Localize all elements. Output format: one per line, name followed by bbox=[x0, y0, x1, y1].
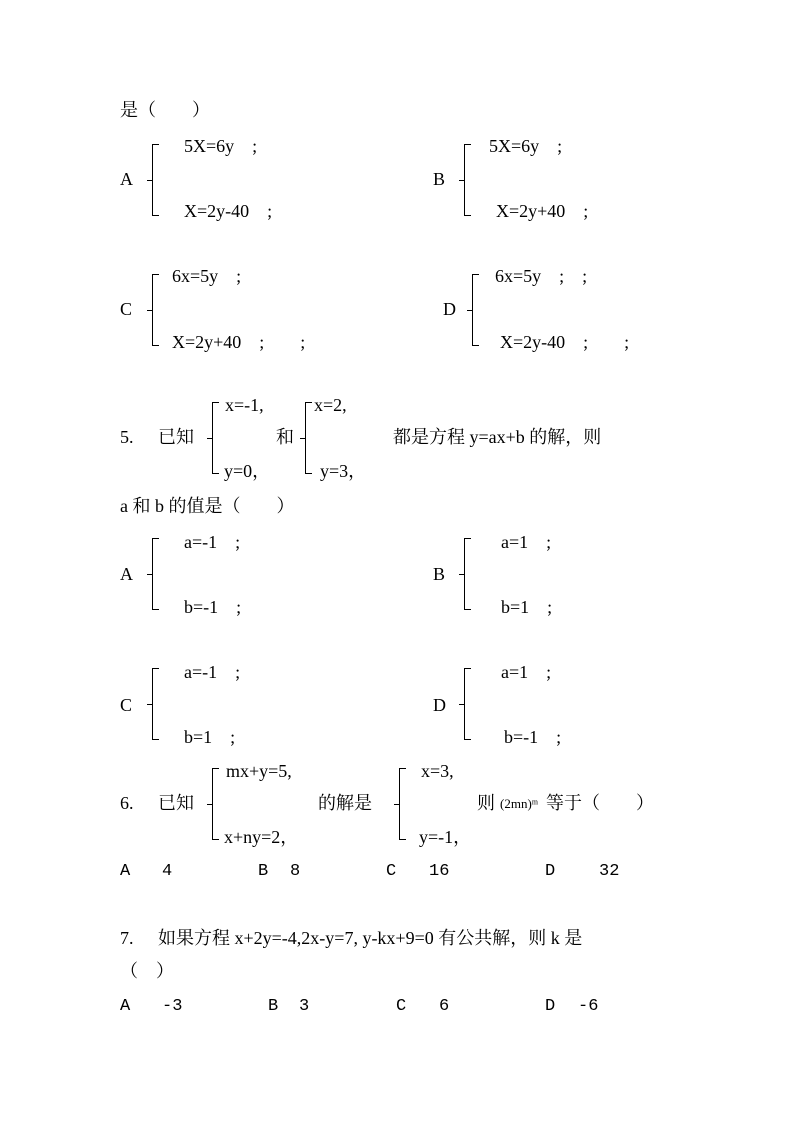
q5-system1-eq1: x=-1, bbox=[225, 395, 264, 415]
q4-option-c-brace bbox=[152, 274, 159, 346]
q7-option-b-label[interactable]: B bbox=[268, 997, 279, 1016]
q6-expression: (2mn)ᵐ bbox=[500, 796, 539, 811]
q5-option-a-eq1: a=-1 ; bbox=[184, 532, 241, 552]
q5-system2-brace bbox=[305, 402, 312, 474]
q5-option-c-eq2: b=1 ; bbox=[184, 727, 236, 747]
q5-system1-brace bbox=[212, 402, 219, 474]
q5-option-d-label[interactable]: D bbox=[433, 695, 446, 715]
q4-option-c-eq1: 6x=5y ; bbox=[172, 266, 242, 286]
q6-then: 则 bbox=[477, 793, 495, 813]
q4-option-a-eq1: 5X=6y ; bbox=[184, 136, 258, 156]
q6-option-c-label[interactable]: C bbox=[386, 862, 397, 881]
q5-option-d-brace bbox=[464, 668, 471, 740]
q6-number: 6. bbox=[120, 793, 134, 813]
q5-option-c-brace bbox=[152, 668, 159, 740]
q4-option-b-brace bbox=[464, 144, 471, 216]
q7-option-b-value: 3 bbox=[299, 997, 310, 1016]
q6-option-b-value: 8 bbox=[290, 862, 301, 881]
q5-option-b-brace bbox=[464, 538, 471, 610]
q6-option-d-label[interactable]: D bbox=[545, 862, 556, 881]
q7-text: 如果方程 x+2y=-4,2x-y=7, y-kx+9=0 有公共解，则 k 是 bbox=[158, 928, 583, 948]
q7-paren: （ ） bbox=[120, 961, 174, 981]
q7-option-a-label[interactable]: A bbox=[120, 997, 131, 1016]
q5-system2-eq2: y=3， bbox=[320, 461, 367, 481]
q5-option-d-eq2: b=-1 ; bbox=[504, 727, 562, 747]
q5-option-a-eq2: b=-1 ; bbox=[184, 597, 242, 617]
q4-option-b-eq2: X=2y+40 ; bbox=[496, 201, 589, 221]
q6-option-d-value: 32 bbox=[599, 862, 620, 881]
q6-system1-brace bbox=[212, 768, 219, 840]
q5-option-a-label[interactable]: A bbox=[120, 564, 133, 584]
q4-option-d-eq1: 6x=5y ; ; bbox=[495, 266, 588, 286]
q7-option-d-label[interactable]: D bbox=[545, 997, 556, 1016]
q5-and: 和 bbox=[276, 427, 294, 447]
q6-system2-eq1: x=3, bbox=[421, 761, 454, 781]
q5-known: 已知 bbox=[158, 427, 194, 447]
q6-system2-brace bbox=[399, 768, 406, 840]
q7-option-c-label[interactable]: C bbox=[396, 997, 407, 1016]
q4-option-c-eq2: X=2y+40 ; ; bbox=[172, 332, 306, 352]
q4-option-b-label[interactable]: B bbox=[433, 169, 446, 189]
q7-number: 7. bbox=[120, 928, 134, 948]
q4-stem-end: 是（ ） bbox=[120, 100, 210, 120]
q6-known: 已知 bbox=[158, 793, 194, 813]
q7-option-d-value: -6 bbox=[578, 997, 599, 1016]
q5-option-c-eq1: a=-1 ; bbox=[184, 662, 241, 682]
q6-option-b-label[interactable]: B bbox=[258, 862, 269, 881]
q4-option-d-brace bbox=[472, 274, 479, 346]
q5-option-d-eq1: a=1 ; bbox=[501, 662, 552, 682]
q4-option-a-eq2: X=2y-40 ; bbox=[184, 201, 273, 221]
q5-option-a-brace bbox=[152, 538, 159, 610]
q4-option-a-label[interactable]: A bbox=[120, 169, 133, 189]
q7-option-c-value: 6 bbox=[439, 997, 450, 1016]
q4-option-c-label[interactable]: C bbox=[120, 299, 133, 319]
q6-option-c-value: 16 bbox=[429, 862, 450, 881]
q5-line2: a 和 b 的值是（ ） bbox=[120, 496, 295, 516]
q6-option-a-label[interactable]: A bbox=[120, 862, 131, 881]
q6-system1-eq2: x+ny=2， bbox=[224, 827, 299, 847]
q5-tail: 都是方程 y=ax+b 的解，则 bbox=[393, 427, 602, 447]
q5-system1-eq2: y=0， bbox=[224, 461, 271, 481]
q6-system2-eq2: y=-1， bbox=[419, 827, 472, 847]
q5-number: 5. bbox=[120, 427, 134, 447]
q5-option-b-eq2: b=1 ; bbox=[501, 597, 553, 617]
q4-option-d-eq2: X=2y-40 ; ; bbox=[500, 332, 630, 352]
q5-option-b-label[interactable]: B bbox=[433, 564, 446, 584]
q5-option-b-eq1: a=1 ; bbox=[501, 532, 552, 552]
q6-system1-eq1: mx+y=5, bbox=[226, 761, 292, 781]
q4-option-d-label[interactable]: D bbox=[443, 299, 456, 319]
q6-equals: 等于（ ） bbox=[546, 793, 654, 813]
q5-system2-eq1: x=2, bbox=[314, 395, 347, 415]
q6-option-a-value: 4 bbox=[162, 862, 173, 881]
q4-option-a-brace bbox=[152, 144, 159, 216]
q7-option-a-value: -3 bbox=[162, 997, 183, 1016]
q4-option-b-eq1: 5X=6y ; bbox=[489, 136, 563, 156]
q6-solution-is: 的解是 bbox=[318, 793, 372, 813]
q5-option-c-label[interactable]: C bbox=[120, 695, 133, 715]
